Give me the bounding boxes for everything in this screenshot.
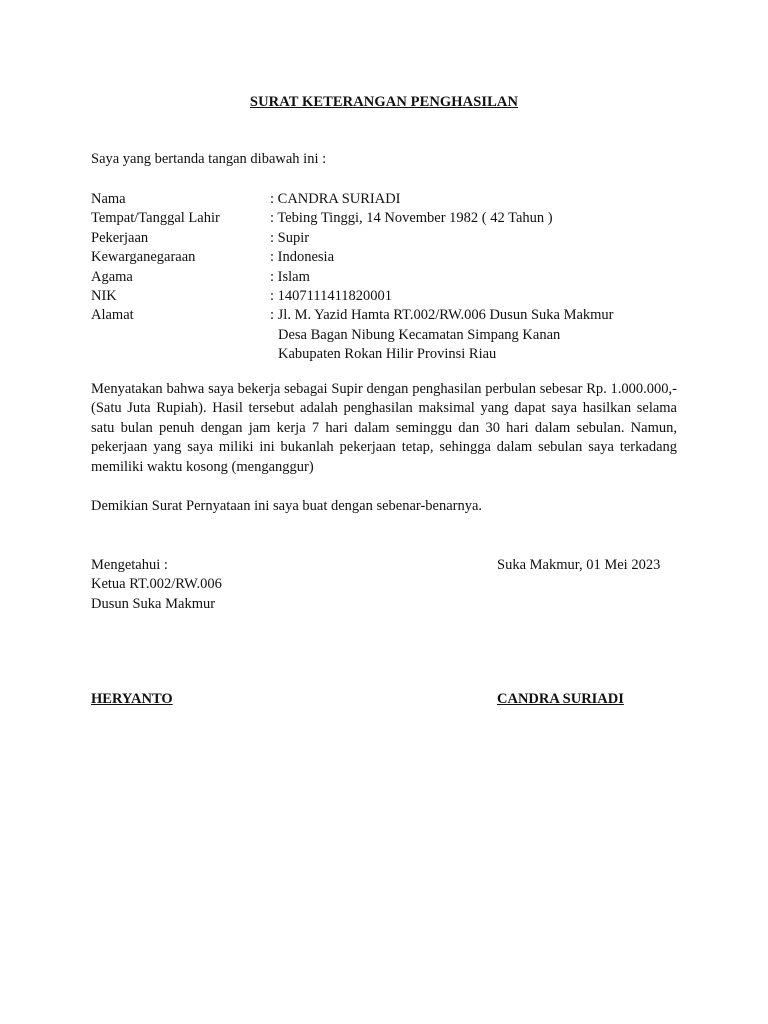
field-value: : 1407111411820001 bbox=[270, 287, 393, 304]
dusun-name: Dusun Suka Makmur bbox=[91, 595, 216, 612]
field-label: NIK bbox=[91, 287, 117, 304]
right-signer-name: CANDRA SURIADI bbox=[497, 691, 624, 707]
left-signer-name: HERYANTO bbox=[91, 691, 173, 707]
left-signature-block bbox=[91, 556, 222, 614]
field-value: : Islam bbox=[270, 268, 310, 285]
field-label: Alamat bbox=[91, 307, 134, 324]
field-label: Agama bbox=[91, 268, 133, 285]
field-row-nik bbox=[91, 287, 691, 306]
field-value: : Supir bbox=[270, 229, 310, 246]
address-continuation: Kabupaten Rokan Hilir Provinsi Riau bbox=[278, 346, 497, 363]
field-row-tempat-tanggal-lahir bbox=[91, 209, 691, 228]
field-row-pekerjaan bbox=[91, 229, 691, 248]
field-label: Kewarganegaraan bbox=[91, 249, 196, 266]
field-row-kewarganegaraan bbox=[91, 248, 691, 267]
field-row-alamat-cont-1 bbox=[91, 326, 691, 345]
field-value: : Tebing Tinggi, 14 November 1982 ( 42 Tahun ) bbox=[270, 210, 553, 227]
right-signature-block bbox=[497, 556, 660, 575]
field-value: : Indonesia bbox=[270, 249, 335, 266]
field-label: Pekerjaan bbox=[91, 229, 149, 246]
place-date: Suka Makmur, 01 Mei 2023 bbox=[497, 557, 661, 573]
field-value: : Jl. M. Yazid Hamta RT.002/RW.006 Dusun Suka Makmur bbox=[270, 307, 614, 324]
acknowledged-label: Mengetahui : bbox=[91, 557, 168, 573]
intro-text: Saya yang bertanda tangan dibawah ini : bbox=[91, 151, 327, 167]
document-title: SURAT KETERANGAN PENGHASILAN bbox=[249, 94, 519, 110]
rt-rw-title: Ketua RT.002/RW.006 bbox=[91, 576, 222, 593]
identity-fields bbox=[91, 190, 691, 365]
statement-paragraph: Menyatakan bahwa saya bekerja sebagai Supir dengan penghasilan perbulan sebesar Rp. 1.000.000,- (Satu Juta Rupiah). Hasil tersebut adalah penghasilan maksimal yang dapat saya hasilkan selama satu bulan penuh dengan jam kerja 7 hari dalam seminggu dan 30 hari dalam sebulan. Namun, pekerjaan yang saya miliki ini bukanlah pekerjaan tetap, sehingga dalam sebulan saya terkadang memiliki waktu kosong (menganggur) bbox=[91, 381, 677, 475]
field-row-alamat-cont-2 bbox=[91, 345, 691, 364]
field-row-alamat bbox=[91, 306, 691, 325]
field-label: Nama bbox=[91, 191, 126, 207]
field-value: : CANDRA SURIADI bbox=[270, 191, 401, 207]
address-continuation: Desa Bagan Nibung Kecamatan Simpang Kanan bbox=[278, 326, 561, 343]
field-row-agama bbox=[91, 268, 691, 287]
field-label: Tempat/Tanggal Lahir bbox=[91, 210, 220, 227]
closing-text: Demikian Surat Pernyataan ini saya buat dengan sebenar-benarnya. bbox=[91, 498, 483, 514]
field-row-nama bbox=[91, 190, 691, 209]
